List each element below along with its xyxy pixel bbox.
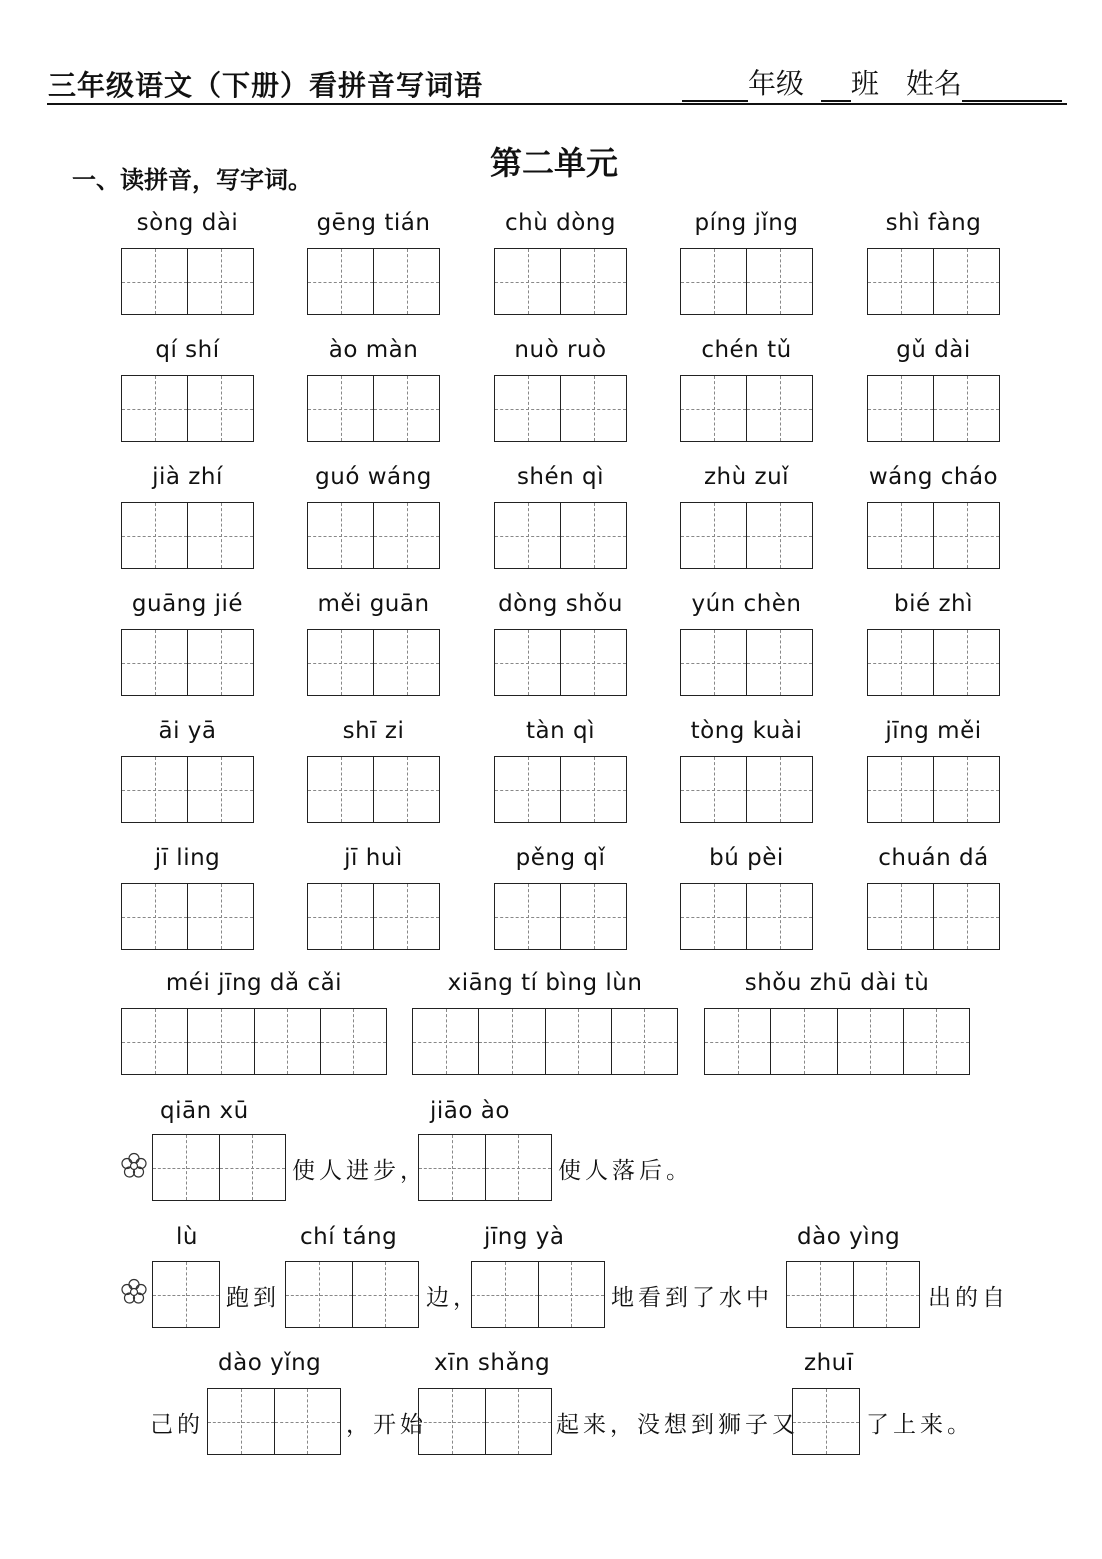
student-info	[682, 62, 1062, 102]
pinyin-label: ào màn	[328, 337, 419, 363]
answer-grid[interactable]	[867, 248, 1000, 315]
answer-grid-daoying-2[interactable]	[207, 1388, 341, 1455]
pinyin-label: āi yā	[158, 718, 217, 744]
pinyin-label: bú pèi	[709, 845, 784, 871]
idiom-pinyin-label: shǒu zhū dài tù	[744, 970, 930, 996]
pinyin-label: qí shí	[155, 337, 220, 363]
answer-grid[interactable]	[494, 502, 627, 569]
sentence3-text3: 起来，没想到狮子又	[556, 1412, 799, 1438]
pinyin-label: shì fàng	[885, 210, 982, 236]
answer-grid[interactable]	[867, 756, 1000, 823]
sentence1-text1: 使人进步，	[292, 1158, 427, 1184]
pinyin-label: shén qì	[516, 464, 605, 490]
answer-grid[interactable]	[680, 375, 813, 442]
pinyin-label: jī huì	[344, 845, 403, 871]
answer-grid[interactable]	[494, 248, 627, 315]
pinyin-label: guāng jié	[131, 591, 244, 617]
answer-grid-zhui[interactable]	[792, 1388, 860, 1455]
answer-grid[interactable]	[121, 502, 254, 569]
pinyin-label: chén tǔ	[701, 337, 792, 363]
sentence3-text1: 己的	[150, 1412, 204, 1438]
answer-grid[interactable]	[680, 502, 813, 569]
answer-grid[interactable]	[867, 883, 1000, 950]
answer-grid-jiaoao[interactable]	[418, 1134, 552, 1201]
pinyin-label: jīng měi	[885, 718, 982, 744]
answer-grid[interactable]	[307, 248, 440, 315]
pinyin-label: sòng dài	[136, 210, 239, 236]
answer-grid-jingya[interactable]	[471, 1261, 605, 1328]
pinyin-label: jī ling	[154, 845, 221, 871]
pinyin-xinshang: xīn shǎng	[434, 1350, 551, 1376]
idiom-answer-grid[interactable]	[412, 1008, 678, 1075]
answer-grid[interactable]	[494, 375, 627, 442]
answer-grid[interactable]	[680, 756, 813, 823]
pinyin-daoying-1: dào yìng	[797, 1224, 901, 1250]
sentence3-text2: ，开始	[346, 1412, 427, 1438]
pinyin-label: wáng cháo	[868, 464, 999, 490]
answer-grid[interactable]	[307, 883, 440, 950]
sentence2-text1: 跑到	[226, 1285, 280, 1311]
pinyin-label: měi guān	[317, 591, 430, 617]
answer-grid[interactable]	[307, 629, 440, 696]
pinyin-label: shī zi	[342, 718, 405, 744]
sentence2-text4: 出的自	[928, 1285, 1009, 1311]
pinyin-label: zhù zuǐ	[703, 464, 790, 490]
answer-grid-daoying-1[interactable]	[786, 1261, 920, 1328]
answer-grid[interactable]	[121, 629, 254, 696]
pinyin-jiaoao: jiāo ào	[430, 1098, 510, 1124]
pinyin-label: jià zhí	[152, 464, 223, 490]
pinyin-label: bié zhì	[894, 591, 973, 617]
answer-grid-lu[interactable]	[152, 1261, 220, 1328]
class-blank[interactable]	[821, 74, 851, 102]
idiom-pinyin-label: méi jīng dǎ cǎi	[165, 970, 343, 996]
grade-blank[interactable]	[682, 74, 748, 102]
pinyin-label: dòng shǒu	[498, 591, 623, 617]
pinyin-daoying-2: dào yǐng	[218, 1350, 322, 1376]
pinyin-qianxu: qiān xū	[160, 1098, 249, 1124]
answer-grid[interactable]	[867, 375, 1000, 442]
pinyin-label: píng jǐng	[694, 210, 799, 236]
worksheet-title: 三年级语文（下册）看拼音写词语	[48, 69, 484, 102]
answer-grid[interactable]	[680, 629, 813, 696]
idiom-pinyin-label: xiāng tí bìng lùn	[447, 970, 643, 996]
pinyin-label: tòng kuài	[690, 718, 803, 744]
answer-grid[interactable]	[307, 756, 440, 823]
header-rule	[47, 103, 1067, 105]
answer-grid-qianxu[interactable]	[152, 1134, 286, 1201]
pinyin-label: tàn qì	[526, 718, 595, 744]
answer-grid[interactable]	[494, 629, 627, 696]
answer-grid[interactable]	[867, 629, 1000, 696]
answer-grid-xinshang[interactable]	[418, 1388, 552, 1455]
pinyin-label: nuò ruò	[514, 337, 607, 363]
flower-icon	[120, 1278, 148, 1306]
pinyin-label: chuán dá	[878, 845, 989, 871]
answer-grid[interactable]	[680, 248, 813, 315]
answer-grid-chitang[interactable]	[285, 1261, 419, 1328]
sentence3-text4: 了上来。	[866, 1412, 974, 1438]
answer-grid[interactable]	[867, 502, 1000, 569]
name-label: 姓名	[905, 67, 962, 100]
pinyin-chitang: chí táng	[300, 1224, 398, 1250]
flower-icon	[120, 1152, 148, 1180]
pinyin-jingya: jīng yà	[484, 1224, 565, 1250]
section-label: 一、读拼音，写字词。	[72, 166, 312, 194]
answer-grid[interactable]	[494, 883, 627, 950]
answer-grid[interactable]	[121, 375, 254, 442]
pinyin-label: gēng tián	[316, 210, 431, 236]
pinyin-label: chù dòng	[505, 210, 616, 236]
class-label: 班	[850, 67, 879, 100]
pinyin-label: yún chèn	[691, 591, 802, 617]
answer-grid[interactable]	[307, 375, 440, 442]
answer-grid[interactable]	[121, 248, 254, 315]
pinyin-label: pěng qǐ	[515, 845, 606, 871]
idiom-answer-grid[interactable]	[121, 1008, 387, 1075]
answer-grid[interactable]	[121, 756, 254, 823]
idiom-answer-grid[interactable]	[704, 1008, 970, 1075]
answer-grid[interactable]	[494, 756, 627, 823]
answer-grid[interactable]	[680, 883, 813, 950]
pinyin-lu: lù	[176, 1224, 198, 1250]
sentence1-text2: 使人落后。	[558, 1158, 693, 1184]
pinyin-zhui: zhuī	[804, 1350, 854, 1376]
answer-grid[interactable]	[121, 883, 254, 950]
sentence2-text2: 边，	[426, 1285, 480, 1311]
unit-title: 第二单元	[490, 144, 619, 182]
sentence2-text3: 地看到了水中	[611, 1285, 773, 1311]
name-blank[interactable]	[962, 74, 1062, 102]
answer-grid[interactable]	[307, 502, 440, 569]
grade-label: 年级	[748, 67, 805, 100]
pinyin-label: guó wáng	[315, 464, 432, 490]
pinyin-label: gǔ dài	[896, 337, 971, 363]
